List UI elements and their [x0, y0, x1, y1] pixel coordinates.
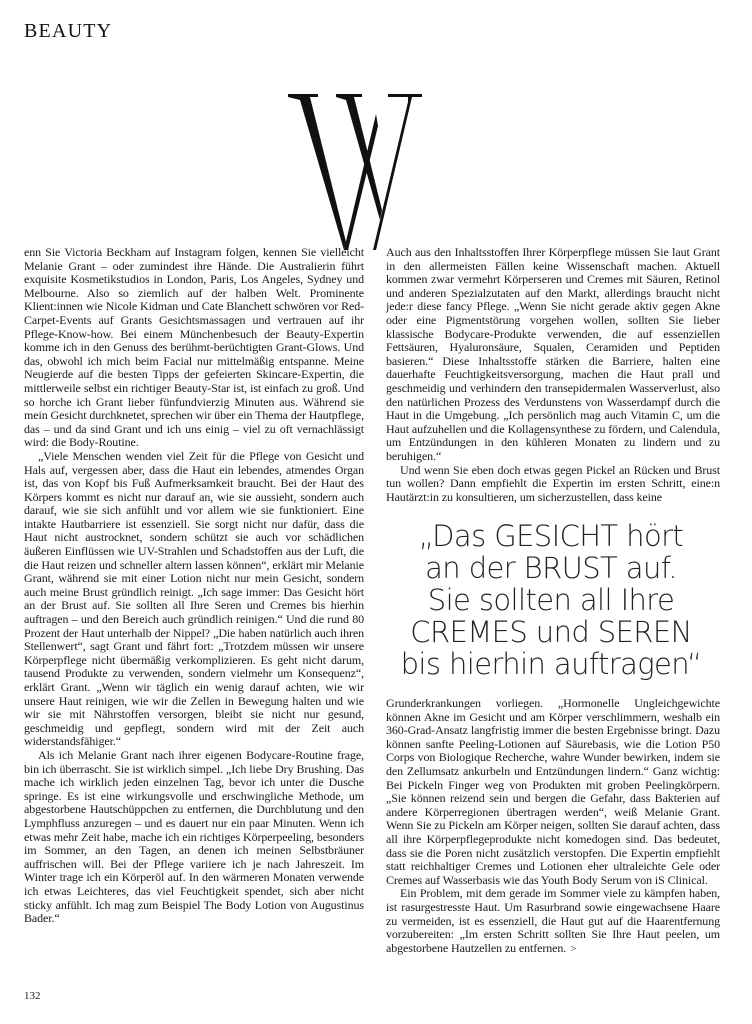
- pull-quote-line: bis hierhin auftragen“: [400, 647, 702, 681]
- paragraph: Als ich Melanie Grant nach ihrer eigenen Bodycare-Routine frage, bin ich überrascht. Sie ist wirklich simpel. „Ich liebe Dry Brushing. Das mache ich wirklich jeden einzelnen Tag, bevor ich unter die Dusche springe. Es ist eine wirkungsvolle und erschwingliche Methode, um abgestorbene Hautschüppchen zu entfernen, die Durchblutung und den Lymphfluss anzuregen – und es dauert nur ein paar Minuten. Wenn ich etwas mehr Zeit habe, mache ich ein richtiges Körperpeeling, besonders im Sommer, an den Tagen, an denen ich meinen Selbstbräuner auffrischen will. Bei der Pflege variiere ich je nach Jahreszeit. Im Winter trage ich ein Körperöl auf. In den wärmeren Monaten verwende ich etwas Leichteres, das viel Feuchtigkeit spendet, sich aber nicht sticky anfühlt. Ich mag zum Beispiel The Body Lotion von Augustinus Bader.“: [24, 747, 364, 926]
- section-label: BEAUTY: [24, 20, 113, 42]
- article-column-right-top: [386, 246, 720, 504]
- article-column-right-bottom: [386, 697, 720, 956]
- drop-cap-letter: [288, 92, 448, 252]
- paragraph: „Viele Menschen wenden viel Zeit für die Pflege von Gesicht und Hals auf, vergessen aber, dass die Haut ein lebendes, atmendes Organ ist, das von Kopf bis Fuß Aufmerksamkeit braucht. Bei der Haut des Körpers kommt es nicht nur darauf an, wie sie aussieht, sondern auch darauf, wie sie sich anfühlt und vor allem wie sie funktioniert. Eine intakte Hautbarriere ist essenziell. Sie sorgt nicht nur dafür, dass die Haut nicht austrocknet, sondern schützt sie auch vor schädlichen äußeren Einflüssen wie UV-Strahlen und Schadstoffen aus der Luft, die die Haut reizen und schneller altern lassen können“, erklärt mir Melanie Grant, während sie mit einer Lotion nicht nur mein Gesicht, sondern auch meine Brust gründlich reinigt. „Ich sage immer: Das Gesicht hört an der Brust auf. Sie sollten all Ihre Seren und Cremes bis hierhin auftragen – und den Bereich auch gründlich reinigen.“ Und die rund 80 Prozent der Haut unterhalb der Nippel? „Die haben natürlich auch ihren Stellenwert“, sagt Grant und fährt fort: „Trotzdem müssen wir unsere Körperpflege nicht übermäßig verkomplizieren. Es geht nicht darum, tausend Produkte zu verwenden, sondern vielmehr um Konsequenz“, erklärt Grant. „Wenn wir täglich ein wenig darauf achten, wie wir unsere Haut reinigen, wie wir die Zellen in Bewegung halten und wie wir sie mit Nährstoffen versorgen, bleibt sie nicht nur gesund, geschmeidig und gepflegt, sondern wird mit der Zeit auch widerstandsfähiger.“: [24, 448, 364, 749]
- paragraph: Grunderkrankungen vorliegen. „Hormonelle Ungleichgewichte können Akne im Gesicht und am Körper verschlimmern, weshalb ein 360-Grad-Ansatz langfristig immer die besten Ergebnisse bringt. Dazu können sanfte Peeling-Lotionen auf Säurebasis, wie die Lotion P50 Corps von Biologique Recherche, wahre Wunder bewirken, indem sie den Zellumsatz ankurbeln und Entzündungen lindern.“ Ganz wichtig: Bei Pickeln Finger weg von Produkten mit groben Peelingkörpern. „Sie können reizend sein und bergen die Gefahr, dass Bakterien auf andere Körperregionen übertragen werden“, weiß Melanie Grant. Wenn Sie zu Pickeln am Körper neigen, sollten Sie darauf achten, dass all ihre Körperpflegeprodukte nicht komedogen sind. Das bedeutet, dass sie die Poren nicht zusätzlich verstopfen. Die Expertin empfiehlt statt reichhaltiger Cremes und Lotionen eher ultraleichte Gele oder Cremes auf Wasserbasis wie das Youth Body Serum von iS Clinical.: [386, 696, 720, 887]
- pull-quote: [386, 520, 716, 690]
- paragraph: [386, 887, 720, 956]
- page-number: 132: [24, 990, 41, 1002]
- paragraph-text: Ein Problem, mit dem gerade im Sommer viele zu kämpfen haben, ist rasurgestresste Haut. Um Rasurbrand sowie eingewachsene Haare zu vermeiden, ist es essenziell, die Haut gut auf die Haarentfernung vorzubereiten: „Im ersten Schritt sollten Sie Ihre Haut peelen, um abgestorbene Hautzellen zu entfernen.: [386, 886, 720, 955]
- article-column-left: [24, 246, 364, 926]
- pull-quote-line: CREMES und SEREN: [410, 615, 692, 649]
- paragraph: enn Sie Victoria Beckham auf Instagram folgen, kennen Sie vielleicht Melanie Grant – oder zumindest ihre Hände. Die Australierin führt exquisite Kosmetikstudios in London, Paris, Los Angeles, Sydney und Melbourne. Also so ziemlich auf der halben Welt. Prominente Klient:innen wie Nicole Kidman und Cate Blanchett schwören vor Red-Carpet-Events auf Grants Gesichtsmassagen und vertrauen auf ihr Pflege-Know-how. Bei einem Münchenbesuch der Beauty-Expertin komme ich in den Genuss des berühmt-berüchtigten Grant-Glows. Und das, obwohl ich mich beim Facial nur mittelmäßig entspanne. Meine Neugierde auf die besten Tipps der gefeierten Skincare-Expertin, die mittlerweile selbst ein richtiger Beauty-Star ist, ist einfach zu groß. Und so horche ich Grant lieber fünfundvierzig Minuten aus. Während sie mein Gesicht durchknetet, sprechen wir über ein Thema der Hautpflege, das – und da sind Grant und ich uns einig – viel zu oft vernachlässigt wird: die Body-Routine.: [24, 245, 364, 450]
- paragraph: Und wenn Sie eben doch etwas gegen Pickel an Rücken und Brust tun wollen? Dann empfiehlt die Expertin im ersten Schritt, eine:n Hautärzt:in zu konsultieren, um sicherzustellen, dass keine: [386, 462, 720, 504]
- pull-quote-line: an der BRUST auf.: [425, 551, 677, 585]
- paragraph: Auch aus den Inhaltsstoffen Ihrer Körperpflege müssen Sie laut Grant in den allermeisten Fällen keine Wissenschaft machen. Aktuell kommen zwar vermehrt Körperseren und Cremes mit Säuren, Retinol und anderen Spezialzutaten auf den Markt, allerdings braucht nicht jede:r diese fancy Pflege. „Wenn Sie nicht gerade aktiv gegen Akne oder eine Pigmentstörung vorgehen wollen, sollten Sie lieber klassische Bodycare-Produkte verwenden, die auf essenziellen Fettsäuren, Hyaluronsäure, Squalen, Ceramiden und Peptiden basieren.“ Diese Inhaltsstoffe stärken die Barriere, halten eine dauerhafte Feuchtigkeitsversorgung, machen die Haut prall und geschmeidig und verhindern den transepidermalen Wasserverlust, also den natürlichen Prozess des Verdunstens von Wasserdampf durch die Haut in die Umgebung. „Ich persönlich mag auch Vitamin C, um die Haut aufzuhellen und die Kollagensynthese zu fördern, und Calendula, um Entzündungen in den kühleren Monaten zu lindern und zu beruhigen.“: [386, 245, 720, 463]
- continue-arrow-icon: >: [570, 942, 577, 955]
- pull-quote-line: Sie sollten all Ihre: [427, 583, 675, 617]
- pull-quote-line: „Das GESICHT hört: [418, 519, 684, 553]
